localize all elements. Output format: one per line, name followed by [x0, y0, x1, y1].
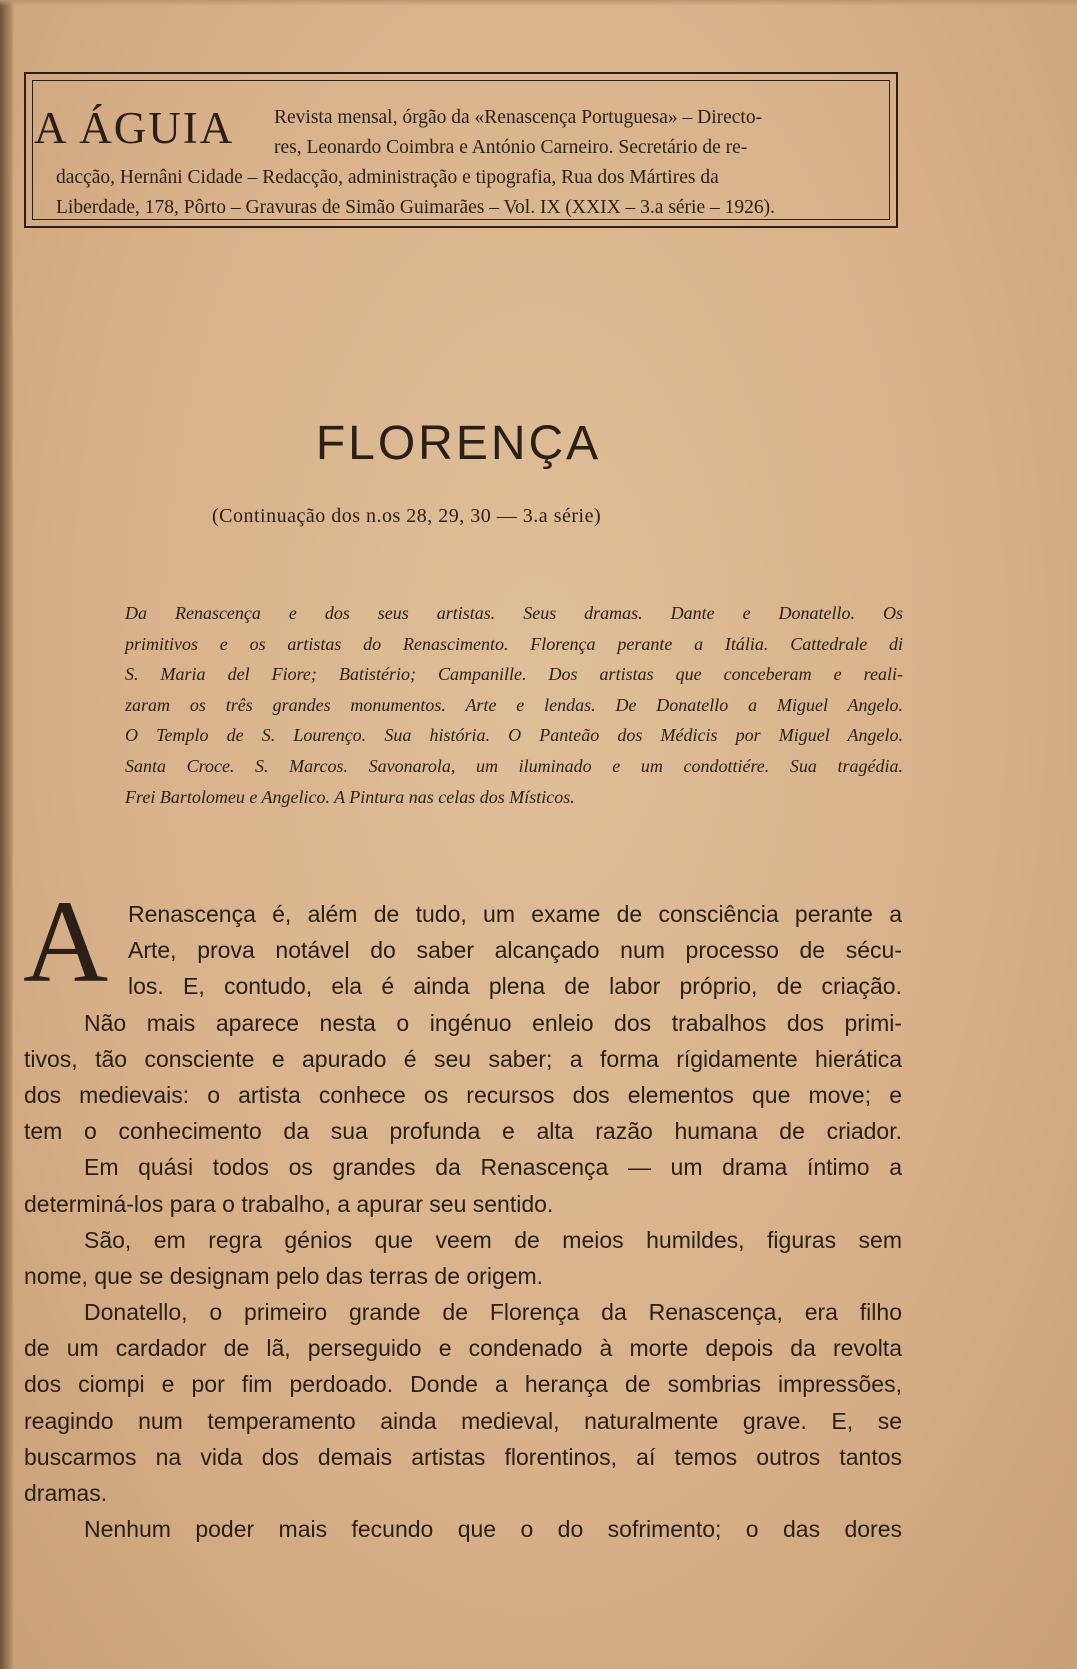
body-line: dos ciompi e por fim perdoado. Donde a herança de sombrias impressões,: [24, 1371, 902, 1398]
page-top-edge: [0, 0, 1077, 6]
article-body: [24, 896, 902, 1547]
page-edge-shadow: [0, 0, 14, 1669]
body-line: Nenhum poder mais fecundo que o do sofrimento; o das dores: [84, 1516, 902, 1543]
summary-line: Da Renascença e dos seus artistas. Seus dramas. Dante e Donatello. Os: [125, 603, 903, 623]
masthead-line: res, Leonardo Coimbra e António Carneiro. Secretário de re-: [274, 137, 748, 158]
body-line: tem o conhecimento da sua profunda e alta razão humana de criador.: [24, 1118, 902, 1145]
summary-line: zaram os três grandes monumentos. Arte e lendas. De Donatello a Miguel Angelo.: [125, 694, 903, 715]
body-line: de um cardador de lã, perseguido e condenado à morte depois da revolta: [24, 1335, 902, 1362]
masthead-line: Liberdade, 178, Pôrto – Gravuras de Simão Guimarães – Vol. IX (XXIX – 3.a série – 1926).: [56, 197, 775, 218]
body-line: tivos, tão consciente e apurado é seu saber; a forma rígidamente hierática: [24, 1045, 902, 1072]
article-title-text: FLORENÇA: [315, 417, 602, 470]
body-line: Arte, prova notável do saber alcançado num processo de sécu-: [128, 937, 902, 964]
body-line: Não mais aparece nesta o ingénuo enleio dos trabalhos dos primi-: [84, 1009, 902, 1036]
summary-line: primitivos e os artistas do Renascimento. Florença perante a Itália. Cattedrale di: [125, 633, 903, 654]
article-summary: [125, 598, 903, 812]
summary-line: Santa Croce. S. Marcos. Savonarola, um iluminado e um condottiére. Sua tragédia.: [125, 755, 903, 776]
body-line: dos medievais: o artista conhece os recursos dos elementos que move; e: [24, 1081, 902, 1108]
body-line: Renascença é, além de tudo, um exame de consciência perante a: [128, 901, 902, 927]
article-subtitle: (Continuação dos n.os 28, 29, 30 — 3.a série): [212, 505, 602, 527]
masthead-line: dacção, Hernâni Cidade – Redacção, administração e tipografia, Rua dos Mártires da: [56, 167, 719, 188]
summary-line: O Templo de S. Lourenço. Sua história. O Panteão dos Médicis por Miguel Angelo.: [125, 725, 903, 746]
body-line: Donatello, o primeiro grande de Florença da Renascença, era filho: [84, 1299, 902, 1326]
masthead-line: Revista mensal, órgão da «Renascença Portuguesa» – Directo-: [274, 107, 763, 128]
body-line: determiná-los para o trabalho, a apurar seu sentido.: [24, 1190, 554, 1217]
body-line: nome, que se designam pelo das terras de origem.: [24, 1262, 544, 1289]
summary-line: S. Maria del Fiore; Batistério; Campanille. Dos artistas que conceberam e reali-: [125, 664, 903, 685]
body-line: Em quási todos os grandes da Renascença — um drama íntimo a: [84, 1154, 902, 1181]
body-line: buscarmos na vida dos demais artistas florentinos, aí temos outros tantos: [24, 1443, 902, 1470]
body-line: reagindo num temperamento ainda medieval, naturalmente grave. E, se: [24, 1407, 902, 1434]
body-line: los. E, contudo, ela é ainda plena de labor próprio, de criação.: [128, 973, 902, 1000]
drop-cap: A: [23, 876, 109, 1007]
journal-logo: A ÁGUIA: [34, 103, 235, 153]
body-line: dramas.: [24, 1480, 108, 1506]
masthead-text: [56, 103, 860, 223]
body-line: São, em regra génios que veem de meios humildes, figuras sem: [84, 1226, 902, 1253]
article-title: [0, 416, 1077, 471]
summary-line: Frei Bartolomeu e Angelico. A Pintura nas celas dos Místicos.: [125, 786, 575, 807]
